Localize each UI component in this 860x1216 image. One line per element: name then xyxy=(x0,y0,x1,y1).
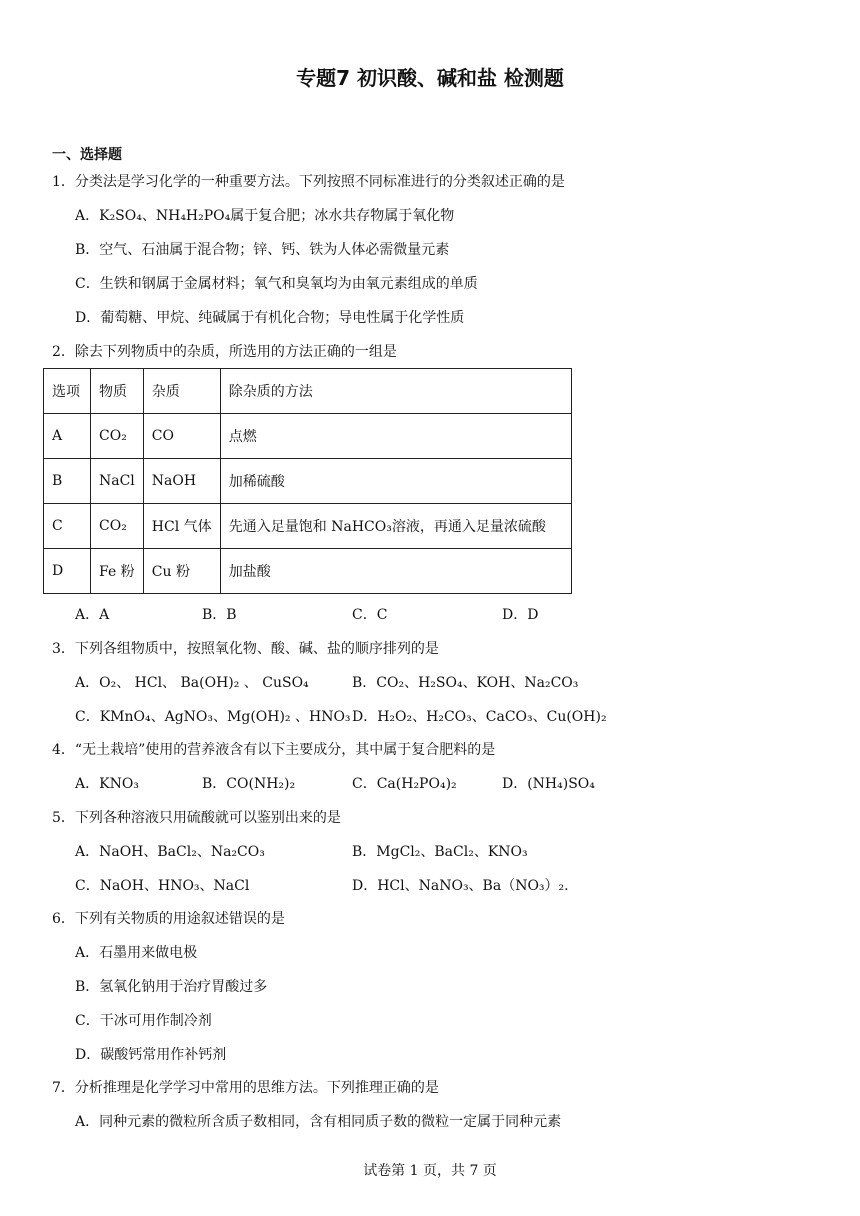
table-header-row xyxy=(44,369,572,414)
question-7-option-a[interactable]: A．同种元素的微粒所含质子数相同，含有相同质子数的微粒一定属于同种元素 xyxy=(75,1114,562,1130)
question-5-option-d[interactable]: D．HCl、NaNO₃、Ba（NO₃）₂. xyxy=(352,878,569,894)
question-4-option-b[interactable]: B．CO(NH₂)₂ xyxy=(202,776,296,792)
question-3-stem: 3．下列各组物质中，按照氧化物、酸、碱、盐的顺序排列的是 xyxy=(52,641,439,657)
table-cell: 加稀硫酸 xyxy=(220,459,571,504)
table-cell: 加盐酸 xyxy=(220,549,571,594)
table-cell: HCl 气体 xyxy=(143,504,220,549)
question-5-option-b[interactable]: B．MgCl₂、BaCl₂、KNO₃ xyxy=(352,844,528,860)
table-cell: CO xyxy=(143,414,220,459)
question-4-stem: 4．“无土栽培”使用的营养液含有以下主要成分，其中属于复合肥料的是 xyxy=(52,742,496,758)
table-row xyxy=(44,549,572,594)
table-header-cell: 杂质 xyxy=(143,369,220,414)
table-row xyxy=(44,414,572,459)
question-2-option-d[interactable]: D．D xyxy=(502,607,539,623)
question-4-option-d[interactable]: D．(NH₄)SO₄ xyxy=(502,776,595,792)
table-cell: Fe 粉 xyxy=(91,549,144,594)
question-5-option-a[interactable]: A．NaOH、BaCl₂、Na₂CO₃ xyxy=(75,844,265,860)
question-6-option-a[interactable]: A．石墨用来做电极 xyxy=(75,945,198,961)
question-6-stem: 6．下列有关物质的用途叙述错误的是 xyxy=(52,911,285,927)
table-row xyxy=(44,504,572,549)
table-cell: CO₂ xyxy=(91,504,144,549)
question-6-option-c[interactable]: C．干冰可用作制冷剂 xyxy=(75,1013,212,1029)
question-1-option-c[interactable]: C．生铁和钢属于金属材料；氧气和臭氧均为由氧元素组成的单质 xyxy=(75,276,478,292)
question-3-option-b[interactable]: B．CO₂、H₂SO₄、KOH、Na₂CO₃ xyxy=(352,675,579,691)
table-cell: 先通入足量饱和 NaHCO₃溶液，再通入足量浓硫酸 xyxy=(220,504,571,549)
question-2-stem: 2．除去下列物质中的杂质，所选用的方法正确的一组是 xyxy=(52,344,397,360)
table-cell: NaCl xyxy=(91,459,144,504)
question-2-option-b[interactable]: B．B xyxy=(202,607,237,623)
question-6-option-b[interactable]: B．氢氧化钠用于治疗胃酸过多 xyxy=(75,979,268,995)
page-title: 专题7 初识酸、碱和盐 检测题 xyxy=(296,66,564,90)
table-cell: 点燃 xyxy=(220,414,571,459)
question-1-option-b[interactable]: B．空气、石油属于混合物；锌、钙、铁为人体必需微量元素 xyxy=(75,242,450,258)
page-footer: 试卷第 1 页，共 7 页 xyxy=(363,1163,497,1179)
question-4-option-c[interactable]: C．Ca(H₂PO₄)₂ xyxy=(352,776,457,792)
question-1-option-d[interactable]: D．葡萄糖、甲烷、纯碱属于有机化合物；导电性属于化学性质 xyxy=(75,310,465,326)
question-2-option-a[interactable]: A．A xyxy=(75,607,110,623)
table-cell: Cu 粉 xyxy=(143,549,220,594)
question-2-option-c[interactable]: C．C xyxy=(352,607,388,623)
question-6-option-d[interactable]: D．碳酸钙常用作补钙剂 xyxy=(75,1047,227,1063)
table-cell: D xyxy=(44,549,91,594)
question-3-option-a[interactable]: A．O₂、 HCl、 Ba(OH)₂ 、 CuSO₄ xyxy=(75,675,309,691)
question-5-option-c[interactable]: C．NaOH、HNO₃、NaCl xyxy=(75,878,250,894)
section-heading: 一、选择题 xyxy=(52,147,122,163)
impurity-table xyxy=(43,368,572,594)
question-1-stem: 1．分类法是学习化学的一种重要方法。下列按照不同标准进行的分类叙述正确的是 xyxy=(52,174,565,190)
question-7-stem: 7．分析推理是化学学习中常用的思维方法。下列推理正确的是 xyxy=(52,1080,439,1096)
question-3-option-c[interactable]: C．KMnO₄、AgNO₃、Mg(OH)₂ 、HNO₃ xyxy=(75,709,351,725)
table-cell: CO₂ xyxy=(91,414,144,459)
table-cell: C xyxy=(44,504,91,549)
table-row xyxy=(44,459,572,504)
question-1-option-a[interactable]: A．K₂SO₄、NH₄H₂PO₄属于复合肥；冰水共存物属于氧化物 xyxy=(75,208,455,224)
table-cell: A xyxy=(44,414,91,459)
table-header-cell: 物质 xyxy=(91,369,144,414)
table-cell: B xyxy=(44,459,91,504)
question-3-option-d[interactable]: D．H₂O₂、H₂CO₃、CaCO₃、Cu(OH)₂ xyxy=(352,709,607,725)
table-header-cell: 选项 xyxy=(44,369,91,414)
question-4-option-a[interactable]: A．KNO₃ xyxy=(75,776,139,792)
table-cell: NaOH xyxy=(143,459,220,504)
table-header-cell: 除杂质的方法 xyxy=(220,369,571,414)
question-5-stem: 5．下列各种溶液只用硫酸就可以鉴别出来的是 xyxy=(52,810,341,826)
